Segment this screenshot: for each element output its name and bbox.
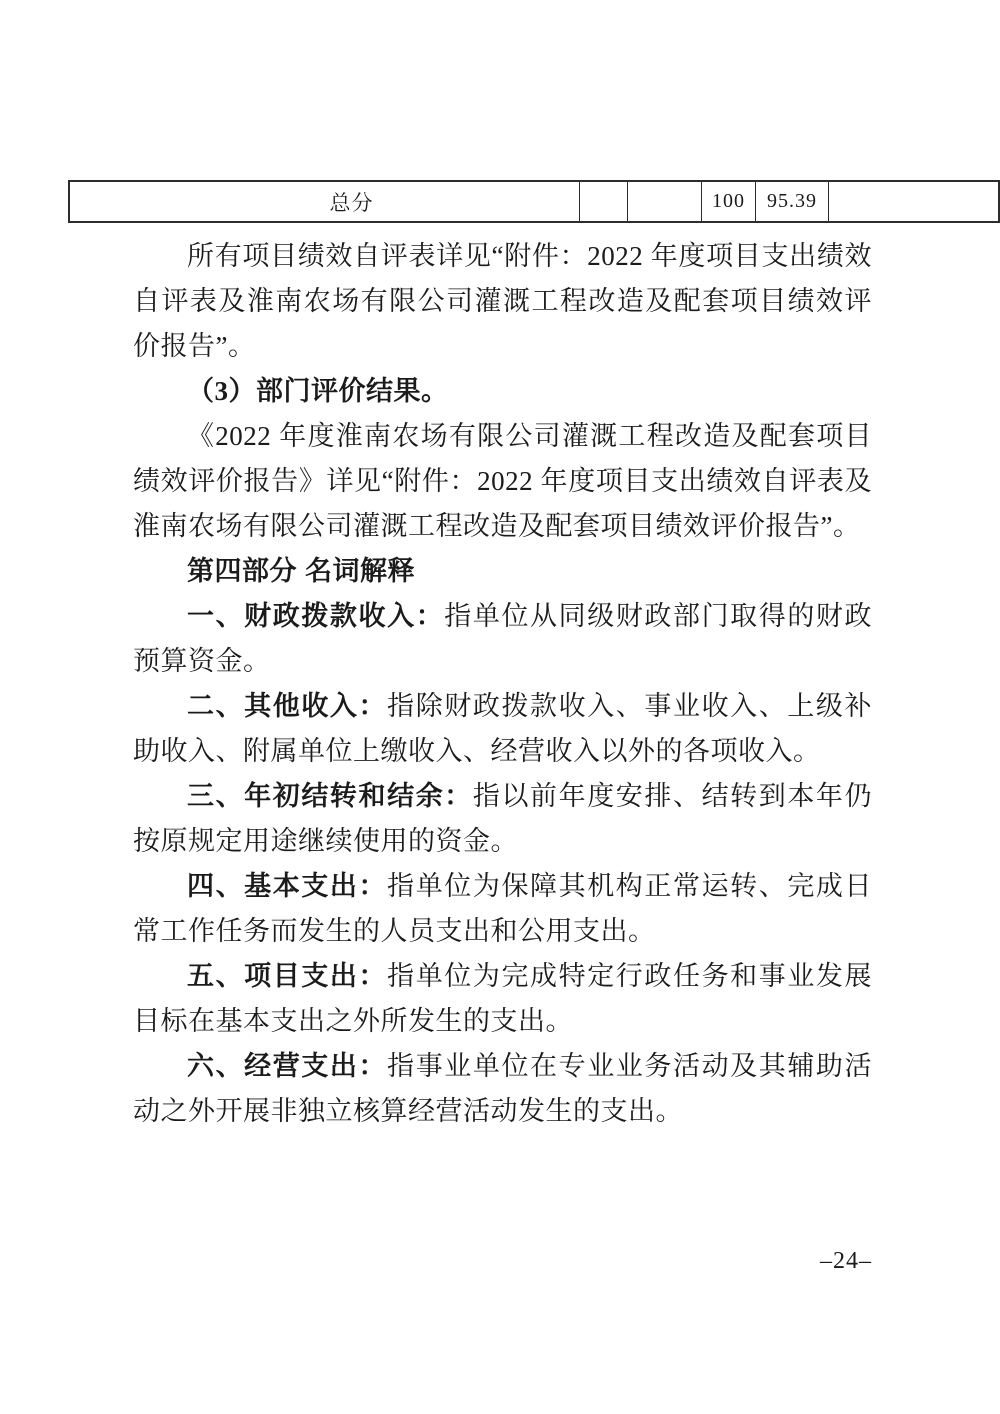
- term-label: 三、年初结转和结余：: [187, 781, 473, 811]
- score-table: [68, 180, 1000, 223]
- paragraph-self-eval-note: 所有项目绩效自评表详见“附件：2022 年度项目支出绩效自评表及淮南农场有限公司灌溉工程改造及配套项目绩效评价报告”。: [133, 241, 872, 361]
- table-row: [69, 181, 999, 222]
- page-number: –24–: [820, 1248, 872, 1274]
- term-item-other-income: [133, 684, 872, 774]
- table-cell-empty-1: [580, 181, 628, 222]
- paragraph-dept-eval-report: 《2022 年度淮南农场有限公司灌溉工程改造及配套项目绩效评价报告》详见“附件：2022 年度项目支出绩效自评表及淮南农场有限公司灌溉工程改造及配套项目绩效评价报告”。: [133, 421, 872, 541]
- table-cell-empty-3: [829, 181, 1000, 222]
- term-definition: 指单位为保障其机构正常运转、完成日常工作任务而发生的人员支出和公用支出。: [133, 871, 872, 946]
- document-body: [133, 234, 872, 1134]
- term-definition: 指事业单位在专业业务活动及其辅助活动之外开展非独立核算经营活动发生的支出。: [133, 1051, 872, 1126]
- term-label: 四、基本支出：: [187, 871, 388, 901]
- heading-dept-eval-result: （3）部门评价结果。: [187, 376, 449, 406]
- term-item-basic-expenditure: [133, 864, 872, 954]
- term-label: 二、其他收入：: [187, 691, 388, 721]
- table-cell-empty-2: [628, 181, 702, 222]
- term-item-carryover-balance: [133, 774, 872, 864]
- term-item-fiscal-appropriation-income: [133, 594, 872, 684]
- term-definition: 指单位为完成特定行政任务和事业发展目标在基本支出之外所发生的支出。: [133, 961, 872, 1036]
- term-label: 五、项目支出：: [187, 961, 388, 991]
- term-item-operating-expenditure: [133, 1044, 872, 1134]
- term-label: 六、经营支出：: [187, 1051, 388, 1081]
- term-definition: 指单位从同级财政部门取得的财政预算资金。: [133, 601, 873, 676]
- term-definition: 指除财政拨款收入、事业收入、上级补助收入、附属单位上缴收入、经营收入以外的各项收入。: [133, 691, 872, 766]
- term-definition: 指以前年度安排、结转到本年仍按原规定用途继续使用的资金。: [133, 781, 873, 856]
- term-item-project-expenditure: [133, 954, 872, 1044]
- term-label: 一、财政拨款收入：: [187, 601, 445, 631]
- table-cell-max-score: 100: [702, 181, 756, 222]
- table-cell-score: 95.39: [756, 181, 829, 222]
- table-cell-total-label: 总分: [69, 181, 580, 222]
- heading-part4-glossary: 第四部分 名词解释: [187, 556, 416, 586]
